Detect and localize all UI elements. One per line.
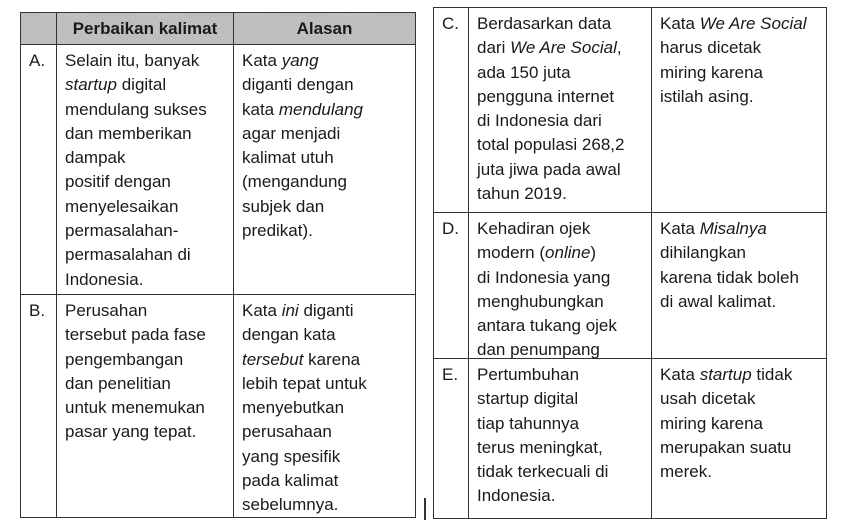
row-letter-label: E. (442, 365, 459, 384)
text-segment: modern ( (477, 243, 546, 263)
text-segment: dan penumpang (477, 340, 600, 360)
text-segment: ada 150 juta (477, 62, 571, 82)
row-letter (434, 8, 468, 212)
text-segment: Berdasarkan data (477, 14, 612, 33)
row-letter-label: C. (442, 14, 459, 33)
table-row-e (434, 358, 826, 518)
text-segment: diganti dengan (242, 75, 354, 95)
text-line (477, 412, 651, 436)
text-line (65, 122, 233, 146)
text-line (65, 195, 233, 219)
perbaikan-kalimat-cell (56, 45, 233, 294)
text-line (65, 146, 233, 170)
text-segment: menyebutkan (242, 398, 345, 418)
text-segment: Kata (242, 301, 282, 320)
table-row-d (434, 212, 826, 358)
right-table (433, 7, 827, 519)
text-segment: mendulang sukses (65, 99, 207, 119)
text-segment: dengan kata (242, 325, 336, 345)
text-segment: Kehadiran ojek (477, 219, 591, 238)
perbaikan-kalimat-cell (468, 8, 651, 212)
text-line (65, 396, 233, 420)
text-line (660, 363, 826, 387)
text-segment: perusahaan (242, 422, 332, 442)
text-segment: Indonesia. (65, 269, 144, 289)
text-segment: terus meningkat, (477, 437, 603, 457)
text-segment: merupakan suatu (660, 437, 792, 457)
text-segment: predikat). (242, 221, 313, 241)
text-line (477, 61, 651, 85)
text-segment: di Indonesia dari (477, 111, 602, 131)
italic-text: We Are Social (699, 14, 807, 33)
text-line (477, 290, 651, 314)
perbaikan-kalimat-cell (56, 295, 233, 517)
text-segment: dampak (65, 148, 126, 168)
table-row-a (21, 44, 415, 294)
text-segment: tersebut pada fase (65, 325, 206, 345)
text-segment: miring karena (660, 413, 763, 433)
text-line (242, 323, 415, 347)
text-segment: di awal kalimat. (660, 291, 777, 311)
text-segment: dan memberikan (65, 123, 192, 143)
text-line (477, 182, 651, 206)
text-segment: subjek dan (242, 196, 325, 216)
text-line (242, 348, 415, 372)
alasan-cell (651, 213, 826, 358)
text-line (660, 412, 826, 436)
text-segment: dan penelitian (65, 373, 171, 393)
alasan-cell (233, 45, 415, 294)
text-line (65, 372, 233, 396)
text-segment: permasalahan- (65, 221, 179, 241)
text-line (660, 36, 826, 60)
alasan-cell (233, 295, 415, 517)
left-table (20, 12, 416, 518)
text-line (242, 299, 415, 323)
row-letter-label: A. (29, 51, 46, 70)
text-line (65, 73, 233, 97)
text-line (65, 348, 233, 372)
text-segment: total populasi 268,2 (477, 135, 625, 155)
text-line (477, 217, 651, 241)
divider-line (424, 498, 426, 520)
italic-text: startup (699, 365, 752, 384)
text-segment: Kata (660, 365, 700, 384)
text-segment: sebelumnya. (242, 495, 339, 515)
header-perbaikan-kalimat: Perbaikan kalimat (56, 13, 233, 44)
text-segment: pengguna internet (477, 86, 615, 106)
row-letter-label: D. (442, 219, 459, 238)
text-line (242, 195, 415, 219)
text-segment: Pertumbuhan (477, 365, 580, 384)
text-line (242, 219, 415, 243)
text-line (242, 420, 415, 444)
italic-text: Misalnya (699, 219, 767, 238)
row-letter (21, 295, 56, 517)
text-segment: pada kalimat (242, 471, 339, 491)
text-segment: , (616, 38, 622, 58)
text-line (660, 217, 826, 241)
text-segment: Kata (660, 14, 700, 33)
text-line (660, 460, 826, 484)
text-segment: di Indonesia yang (477, 267, 611, 287)
text-line (65, 49, 233, 73)
text-segment: agar menjadi (242, 123, 341, 143)
text-segment: menyelesaikan (65, 196, 179, 216)
text-segment: diganti (298, 301, 354, 320)
text-segment: lebih tepat untuk (242, 373, 367, 393)
text-segment: antara tukang ojek (477, 316, 617, 336)
text-segment: kalimat utuh (242, 148, 334, 168)
header-alasan: Alasan (233, 13, 415, 44)
text-line (65, 98, 233, 122)
text-segment: karena (303, 349, 361, 369)
text-segment: istilah asing. (660, 86, 754, 106)
text-segment: tiap tahunnya (477, 413, 580, 433)
text-line (660, 61, 826, 85)
text-segment: Kata (660, 219, 700, 238)
text-line (660, 241, 826, 265)
text-line (660, 290, 826, 314)
perbaikan-kalimat-cell (468, 359, 651, 518)
text-segment: digital (116, 75, 167, 95)
text-line (65, 219, 233, 243)
italic-text: startup (65, 75, 117, 95)
text-segment: Kata (242, 51, 282, 70)
text-line (65, 299, 233, 323)
table-row-b (21, 294, 415, 517)
text-line (477, 241, 651, 265)
text-line (65, 268, 233, 292)
text-line (660, 436, 826, 460)
text-line (660, 85, 826, 109)
italic-text: We Are Social (510, 38, 617, 58)
row-letter (21, 45, 56, 294)
text-segment: Selain itu, banyak (65, 51, 200, 70)
italic-text: tersebut (242, 349, 304, 369)
perbaikan-kalimat-cell (468, 213, 651, 358)
text-segment: tidak terkecuali di (477, 462, 609, 482)
text-segment: harus dicetak (660, 38, 762, 58)
text-segment: kata (242, 99, 279, 119)
text-segment: yang spesifik (242, 446, 341, 466)
text-line (477, 158, 651, 182)
text-line (477, 484, 651, 508)
table-row-c (434, 8, 826, 212)
row-letter (434, 213, 468, 358)
alasan-cell (651, 8, 826, 212)
text-segment: untuk menemukan (65, 398, 205, 418)
text-line (242, 98, 415, 122)
text-line (242, 73, 415, 97)
text-line (477, 387, 651, 411)
text-segment: startup digital (477, 389, 579, 409)
text-line (242, 493, 415, 517)
text-segment: miring karena (660, 62, 763, 82)
text-line (477, 460, 651, 484)
text-line (660, 12, 826, 36)
text-line (477, 109, 651, 133)
italic-text: yang (281, 51, 319, 70)
text-line (477, 85, 651, 109)
row-letter-label: B. (29, 301, 46, 320)
text-line (242, 396, 415, 420)
text-line (660, 266, 826, 290)
italic-text: online (545, 243, 591, 263)
text-line (477, 36, 651, 60)
text-segment: Perusahan (65, 301, 148, 320)
text-line (242, 49, 415, 73)
text-segment: menghubungkan (477, 291, 604, 311)
text-segment: juta jiwa pada awal (477, 159, 621, 179)
text-line (477, 436, 651, 460)
text-line (242, 146, 415, 170)
alasan-cell (651, 359, 826, 518)
text-line (660, 387, 826, 411)
text-line (242, 122, 415, 146)
text-line (65, 420, 233, 444)
text-line (242, 445, 415, 469)
text-segment: karena tidak boleh (660, 267, 799, 287)
text-segment: merek. (660, 462, 712, 482)
text-line (242, 170, 415, 194)
text-line (65, 170, 233, 194)
table-header (21, 13, 415, 44)
text-segment: (mengandung (242, 172, 347, 192)
text-segment: usah dicetak (660, 389, 756, 409)
text-segment: positif dengan (65, 172, 171, 192)
row-letter (434, 359, 468, 518)
italic-text: ini (281, 301, 299, 320)
text-line (242, 469, 415, 493)
italic-text: mendulang (278, 99, 363, 119)
text-segment: pengembangan (65, 349, 184, 369)
text-segment: permasalahan di (65, 245, 191, 265)
text-line (477, 314, 651, 338)
header-letter-cell (21, 13, 56, 44)
text-segment: tahun 2019. (477, 184, 567, 204)
text-line (477, 133, 651, 157)
text-line (477, 12, 651, 36)
text-line (477, 363, 651, 387)
text-line (477, 266, 651, 290)
text-line (242, 372, 415, 396)
text-segment: pasar yang tepat. (65, 422, 197, 442)
text-line (65, 323, 233, 347)
text-segment: Indonesia. (477, 486, 556, 506)
text-segment: ) (590, 243, 597, 263)
text-segment: tidak (751, 365, 793, 384)
text-line (65, 243, 233, 267)
text-segment: dari (477, 38, 511, 58)
text-segment: dihilangkan (660, 243, 747, 263)
